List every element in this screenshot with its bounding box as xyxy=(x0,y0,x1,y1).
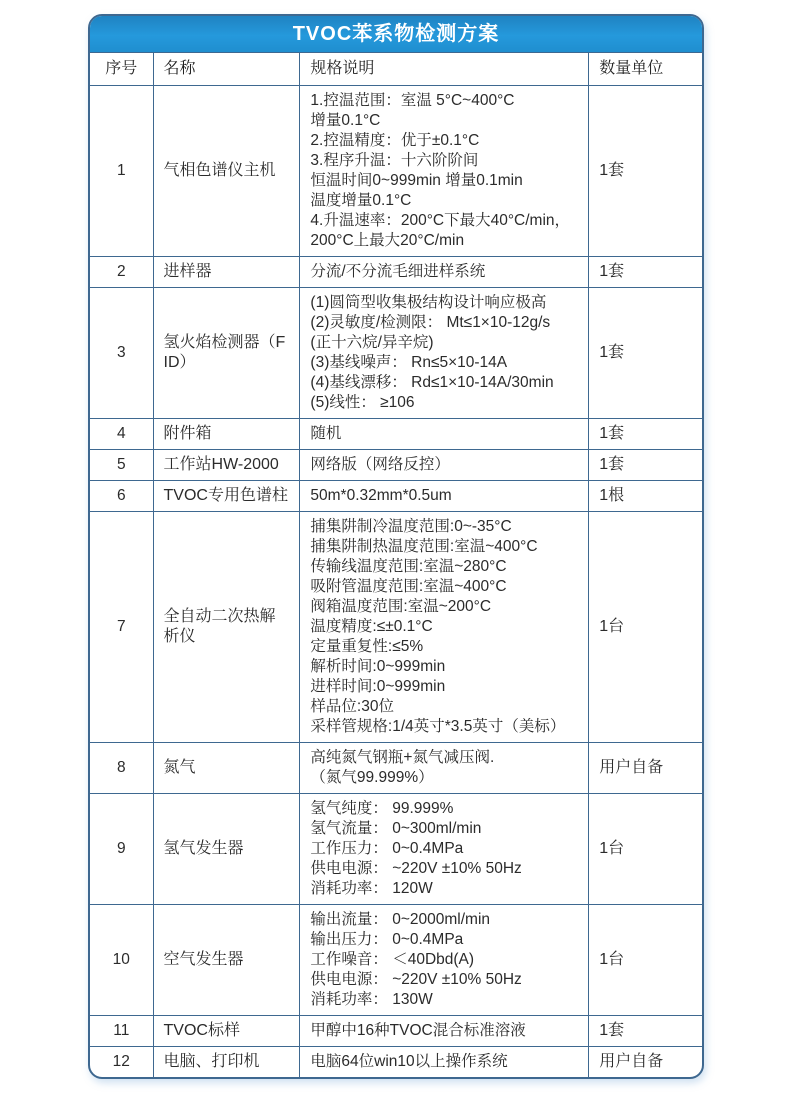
table-row xyxy=(90,256,702,287)
item-name: 氮气 xyxy=(153,742,300,793)
spec-line: (1)圆筒型收集极结构设计响应极高 xyxy=(310,293,547,311)
item-name: TVOC标样 xyxy=(153,1015,300,1046)
spec-line: 温度精度:≤±0.1°C xyxy=(310,617,433,635)
item-spec xyxy=(300,1046,589,1077)
item-quantity: 1套 xyxy=(589,449,702,480)
item-spec xyxy=(300,85,589,256)
spec-line: 200°C上最大20°C/min xyxy=(310,231,465,249)
spec-line: 恒温时间0~999min 增量0.1min xyxy=(310,171,523,189)
item-spec xyxy=(300,449,589,480)
spec-line: （氮气99.999%） xyxy=(310,768,434,786)
row-number: 10 xyxy=(90,904,153,1015)
item-name: 空气发生器 xyxy=(153,904,300,1015)
spec-line: 消耗功率： 130W xyxy=(310,990,433,1008)
item-name: TVOC专用色谱柱 xyxy=(153,480,300,511)
row-number: 6 xyxy=(90,480,153,511)
spec-line: 氢气纯度： 99.999% xyxy=(310,799,454,817)
item-name: 附件箱 xyxy=(153,418,300,449)
spec-line: (4)基线漂移： Rd≤1×10-14A/30min xyxy=(310,373,554,391)
table-row xyxy=(90,1046,702,1077)
col-header-no: 序号 xyxy=(90,53,153,85)
col-header-name: 名称 xyxy=(153,53,300,85)
spec-line: 采样管规格:1/4英寸*3.5英寸（美标） xyxy=(310,717,566,735)
row-number: 8 xyxy=(90,742,153,793)
row-number: 7 xyxy=(90,511,153,742)
item-spec xyxy=(300,742,589,793)
item-quantity: 用户自备 xyxy=(589,1046,702,1077)
spec-line: 氢气流量： 0~300ml/min xyxy=(310,819,482,837)
item-quantity: 1套 xyxy=(589,418,702,449)
spec-line: 吸附管温度范围:室温~400°C xyxy=(310,577,507,595)
row-number: 5 xyxy=(90,449,153,480)
spec-line: 高纯氮气钢瓶+氮气减压阀. xyxy=(310,748,495,766)
spec-line: (3)基线噪声： Rn≤5×10-14A xyxy=(310,353,508,371)
item-quantity: 1套 xyxy=(589,85,702,256)
spec-line: 电脑64位win10以上操作系统 xyxy=(310,1052,508,1070)
item-name: 进样器 xyxy=(153,256,300,287)
spec-line: 增量0.1°C xyxy=(310,111,381,129)
spec-line: 传输线温度范围:室温~280°C xyxy=(310,557,507,575)
spec-line: 工作压力： 0~0.4MPa xyxy=(310,839,464,857)
table-row xyxy=(90,287,702,418)
spec-line: 捕集阱制热温度范围:室温~400°C xyxy=(310,537,538,555)
table-row xyxy=(90,511,702,742)
spec-line: 捕集阱制冷温度范围:0~-35°C xyxy=(310,517,512,535)
col-header-qty: 数量单位 xyxy=(589,53,702,85)
row-number: 12 xyxy=(90,1046,153,1077)
item-spec xyxy=(300,287,589,418)
item-spec xyxy=(300,904,589,1015)
spec-line: 定量重复性:≤5% xyxy=(310,637,424,655)
spec-line: 阀箱温度范围:室温~200°C xyxy=(310,597,492,615)
table-row xyxy=(90,418,702,449)
item-name: 氢气发生器 xyxy=(153,793,300,904)
spec-card xyxy=(88,14,704,1079)
spec-line: 输出流量： 0~2000ml/min xyxy=(310,910,491,928)
spec-line: 随机 xyxy=(310,424,342,442)
table-row xyxy=(90,85,702,256)
table-row xyxy=(90,480,702,511)
spec-line: 4.升温速率：200°C下最大40°C/min， xyxy=(310,211,571,229)
table-row xyxy=(90,742,702,793)
item-name: 全自动二次热解析仪 xyxy=(153,511,300,742)
spec-line: 1.控温范围：室温 5°C~400°C xyxy=(310,91,515,109)
spec-line: 解析时间:0~999min xyxy=(310,657,446,675)
table-body xyxy=(90,85,702,1077)
table-row xyxy=(90,904,702,1015)
item-quantity: 1套 xyxy=(589,256,702,287)
item-spec xyxy=(300,793,589,904)
spec-line: 输出压力： 0~0.4MPa xyxy=(310,930,464,948)
item-spec xyxy=(300,418,589,449)
item-quantity: 1台 xyxy=(589,904,702,1015)
table-row xyxy=(90,449,702,480)
row-number: 9 xyxy=(90,793,153,904)
item-name: 电脑、打印机 xyxy=(153,1046,300,1077)
spec-line: 2.控温精度：优于±0.1°C xyxy=(310,131,480,149)
item-quantity: 1套 xyxy=(589,287,702,418)
item-quantity: 1台 xyxy=(589,511,702,742)
page-title: TVOC苯系物检测方案 xyxy=(90,16,702,53)
spec-line: 3.程序升温：十六阶阶间 xyxy=(310,151,479,169)
spec-line: 进样时间:0~999min xyxy=(310,677,446,695)
spec-line: 样品位:30位 xyxy=(310,697,394,715)
spec-line: 温度增量0.1°C xyxy=(310,191,412,209)
spec-line: 网络版（网络反控） xyxy=(310,455,450,473)
table-row xyxy=(90,793,702,904)
row-number: 11 xyxy=(90,1015,153,1046)
item-quantity: 1台 xyxy=(589,793,702,904)
spec-line: 供电电源： ~220V ±10% 50Hz xyxy=(310,970,522,988)
spec-line: (2)灵敏度/检测限： Mt≤1×10-12g/s xyxy=(310,313,551,331)
row-number: 4 xyxy=(90,418,153,449)
item-name: 氢火焰检测器（FID） xyxy=(153,287,300,418)
item-spec xyxy=(300,480,589,511)
row-number: 3 xyxy=(90,287,153,418)
row-number: 2 xyxy=(90,256,153,287)
spec-line: (5)线性： ≥106 xyxy=(310,393,415,411)
row-number: 1 xyxy=(90,85,153,256)
col-header-spec: 规格说明 xyxy=(300,53,589,85)
spec-table xyxy=(90,53,702,1077)
item-name: 工作站HW-2000 xyxy=(153,449,300,480)
spec-line: 供电电源： ~220V ±10% 50Hz xyxy=(310,859,522,877)
table-row xyxy=(90,1015,702,1046)
item-quantity: 用户自备 xyxy=(589,742,702,793)
item-quantity: 1根 xyxy=(589,480,702,511)
item-name: 气相色谱仪主机 xyxy=(153,85,300,256)
spec-line: 分流/不分流毛细进样系统 xyxy=(310,262,486,280)
item-spec xyxy=(300,256,589,287)
spec-line: 50m*0.32mm*0.5um xyxy=(310,486,452,504)
item-spec xyxy=(300,511,589,742)
spec-line: (正十六烷/异辛烷) xyxy=(310,333,434,351)
spec-line: 消耗功率： 120W xyxy=(310,879,433,897)
spec-line: 工作噪音： ＜40Dbd(A) xyxy=(310,950,475,968)
item-quantity: 1套 xyxy=(589,1015,702,1046)
item-spec xyxy=(300,1015,589,1046)
spec-line: 甲醇中16种TVOC混合标准溶液 xyxy=(310,1021,526,1039)
table-header-row xyxy=(90,53,702,85)
